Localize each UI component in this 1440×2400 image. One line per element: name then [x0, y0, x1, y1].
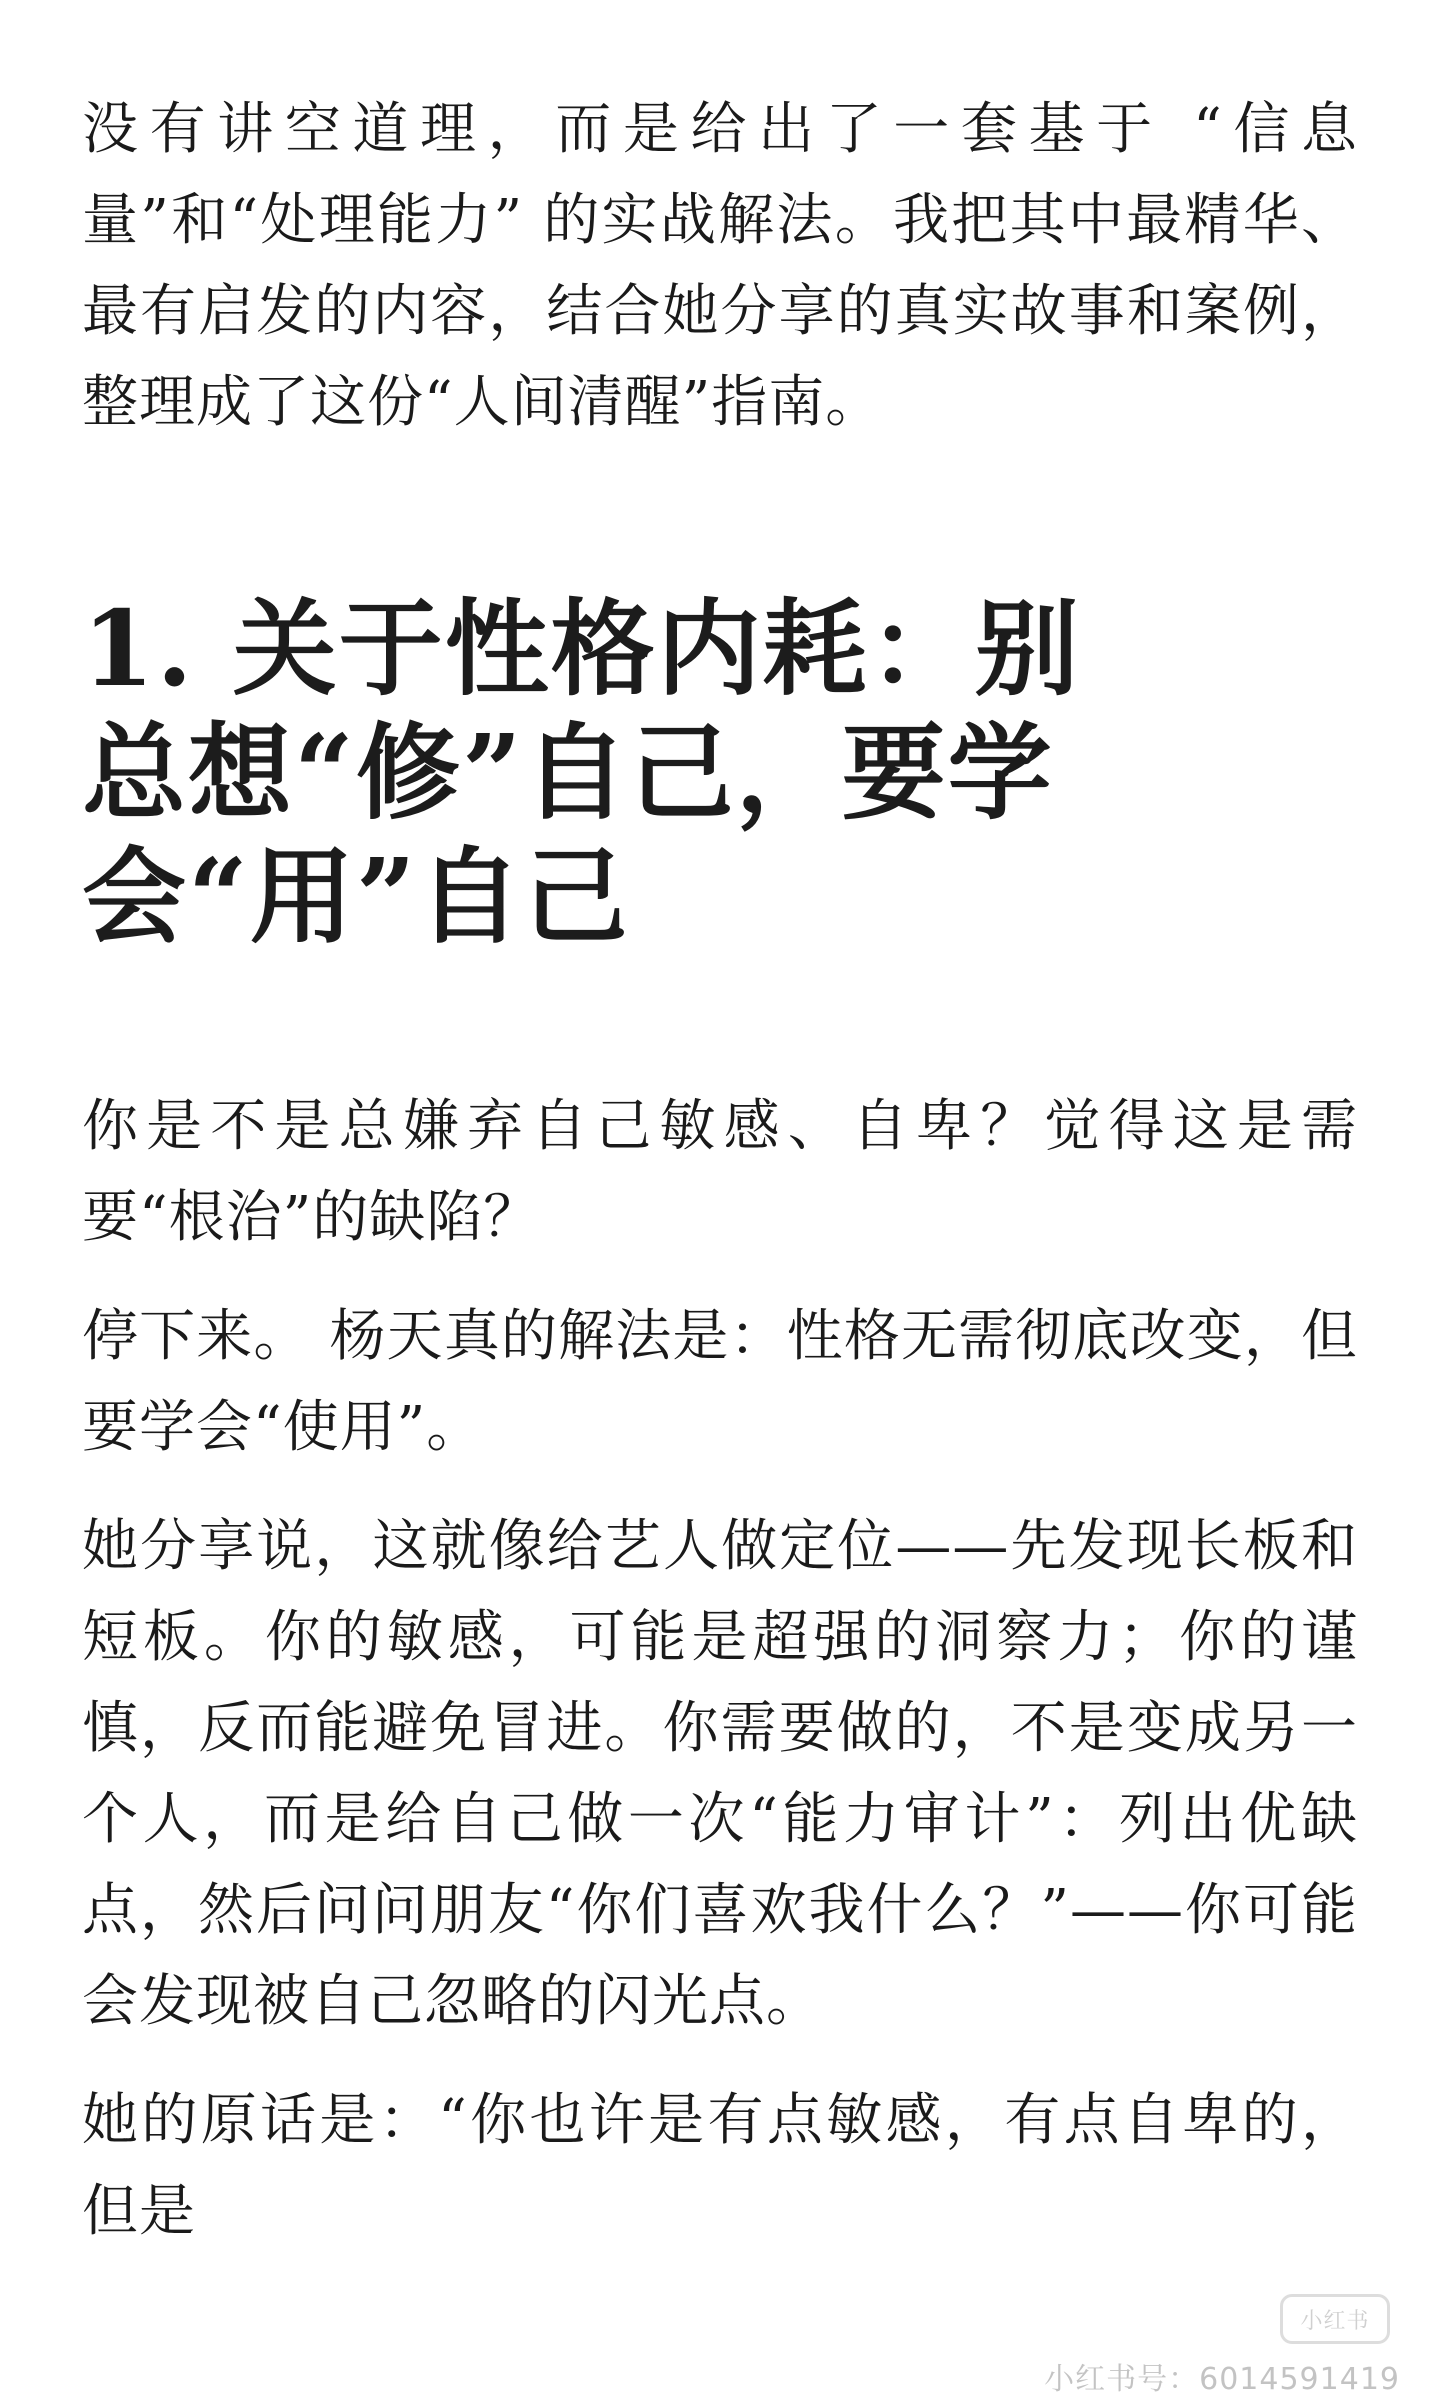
paragraph-3: 她分享说，这就像给艺人做定位——先发现长板和短板。你的敏感，可能是超强的洞察力；你的谨慎，反而能避免冒进。你需要做的，不是变成另一个人，而是给自己做一次“能力审计”：列出优缺点，然后问问朋友“你们喜欢我什么？”——你可能会发现被自己忽略的闪光点。	[82, 1514, 1358, 2034]
watermark	[1044, 2294, 1400, 2398]
watermark-id: 小红书号：6014591419	[1044, 2362, 1400, 2397]
paragraph-4: 她的原话是：“你也许是有点敏感，有点自卑的，但是	[82, 2088, 1358, 2244]
article-body	[82, 0, 1358, 2257]
paragraph-2: 停下来。 杨天真的解法是：性格无需彻底改变，但要学会“使用”。	[82, 1304, 1358, 1460]
intro-paragraph: 没有讲空道理，而是给出了一套基于 “信息量”和“处理能力” 的实战解法。我把其中最精华、最有启发的内容，结合她分享的真实故事和案例，整理成了这份“人间清醒”指南。	[82, 97, 1358, 435]
watermark-logo	[1280, 2294, 1390, 2344]
section-title: 1. 关于性格内耗：别总想“修”自己，要学会“用”自己	[82, 587, 1081, 958]
watermark-logo-text: 小红书	[1300, 2308, 1370, 2334]
section-body	[82, 1081, 1358, 2257]
paragraph-1: 你是不是总嫌弃自己敏感、自卑？觉得这是需要“根治”的缺陷？	[82, 1094, 1358, 1250]
